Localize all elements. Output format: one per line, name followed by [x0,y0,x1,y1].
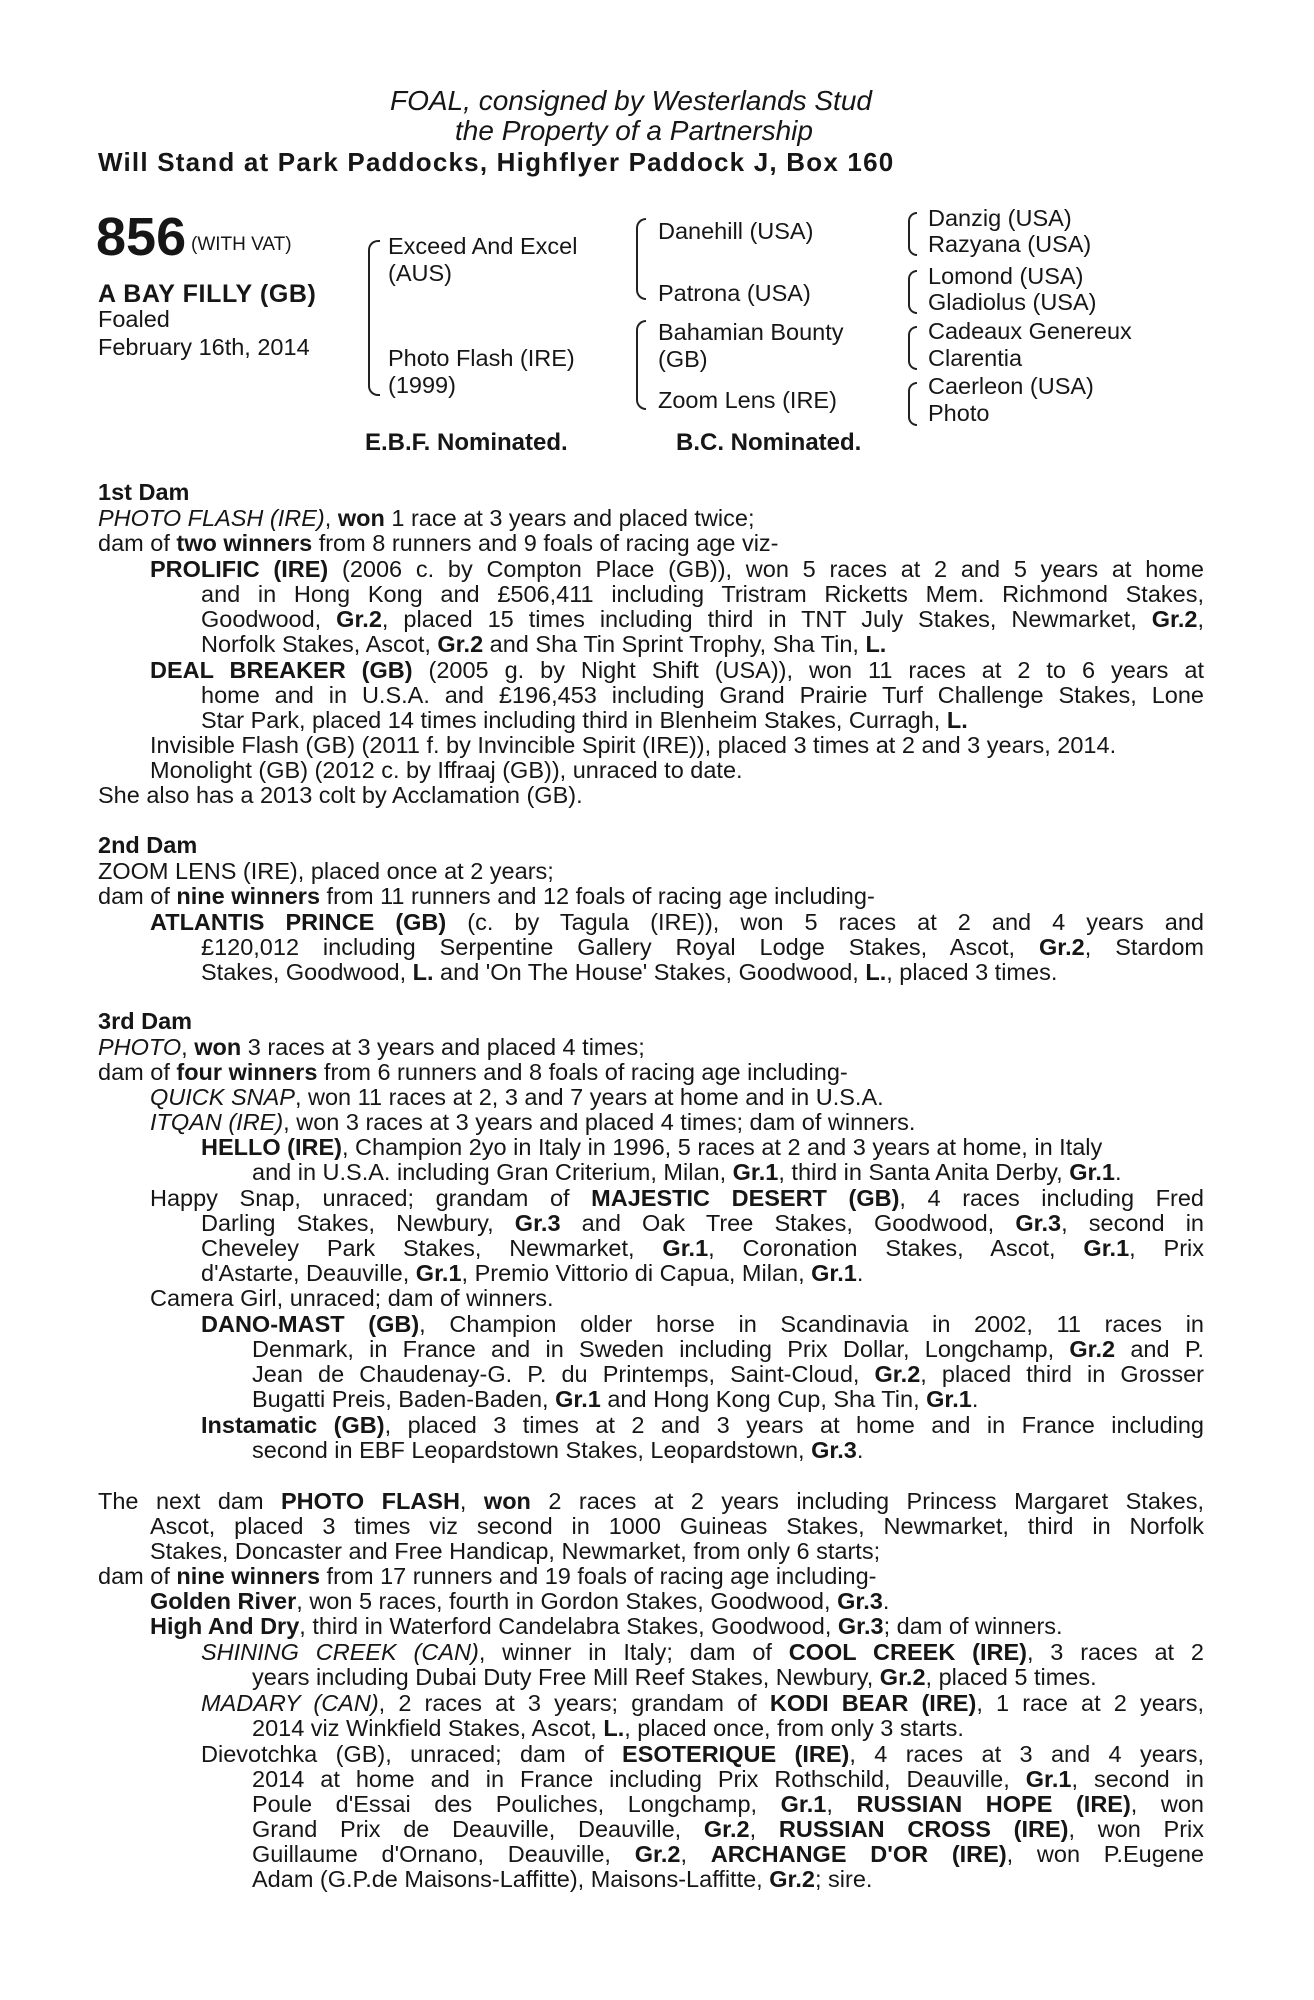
prolific-line-1: PROLIFIC (IRE) (2006 c. by Compton Place (GB)), won 5 races at 2 and 5 years at home [150,556,1204,582]
happy-snap-line-2: Darling Stakes, Newbury, Gr.3 and Oak Tree Stakes, Goodwood, Gr.3, second in [201,1210,1204,1236]
dam-dam-dam: Photo [928,400,990,426]
pedigree-brace-4 [908,212,917,256]
first-dam-line: PHOTO FLASH (IRE), won 1 race at 3 years and placed twice; [98,505,755,531]
dano-mast-line-1: DANO-MAST (GB), Champion older horse in Scandinavia in 2002, 11 races in [201,1311,1204,1337]
quick-snap: QUICK SNAP, won 11 races at 2, 3 and 7 years at home and in U.S.A. [150,1084,884,1110]
sire-dam: Patrona (USA) [658,280,811,306]
lot-number: 856 [96,207,187,267]
dam-sire-dam: Clarentia [928,345,1023,371]
golden-river: Golden River, won 5 races, fourth in Gordon Stakes, Goodwood, Gr.3. [150,1588,890,1614]
pedigree-brace-6 [908,326,917,370]
deal-breaker-line-1: DEAL BREAKER (GB) (2005 g. by Night Shift (USA)), won 11 races at 2 to 6 years at [150,657,1204,683]
hello-line-2: and in U.S.A. including Gran Criterium, Milan, Gr.1, third in Santa Anita Derby, Gr.1. [252,1159,1122,1185]
third-dam-summary: dam of four winners from 6 runners and 8 foals of racing age including- [98,1059,848,1085]
invisible-flash: Invisible Flash (GB) (2011 f. by Invincible Spirit (IRE)), placed 3 times at 2 and 3 years, 2014. [150,732,1117,758]
header-line-1: FOAL, consigned by Westerlands Stud [390,85,872,116]
dievotchka-line-5: Guillaume d'Ornano, Deauville, Gr.2, ARCHANGE D'OR (IRE), won P.Eugene [252,1841,1204,1867]
dano-mast-line-2: Denmark, in France and in Sweden including Prix Dollar, Longchamp, Gr.2 and P. [252,1336,1204,1362]
shining-creek-line-2: years including Dubai Duty Free Mill Reef Stakes, Newbury, Gr.2, placed 5 times. [252,1664,1097,1690]
dam-year: (1999) [388,372,456,398]
prolific-line-2: and in Hong Kong and £506,411 including Tristram Ricketts Mem. Richmond Stakes, [201,581,1204,607]
dievotchka-line-3: Poule d'Essai des Pouliches, Longchamp, Gr.1, RUSSIAN HOPE (IRE), won [252,1791,1205,1817]
sire-sire: Danehill (USA) [658,218,814,244]
dam-dam: Zoom Lens (IRE) [658,387,837,413]
dano-mast-line-3: Jean de Chaudenay-G. P. du Printemps, Saint-Cloud, Gr.2, placed third in Grosser [252,1361,1204,1387]
vat-label: (WITH VAT) [191,234,292,255]
sire-sire-sire: Danzig (USA) [928,205,1072,231]
dam-sire-sire: Cadeaux Genereux [928,318,1132,344]
pedigree-brace-3 [636,320,646,410]
madary-line-2: 2014 viz Winkfield Stakes, Ascot, L., placed once, from only 3 starts. [252,1715,964,1741]
bc-nominated: B.C. Nominated. [676,429,862,456]
next-dam-line-3: Stakes, Doncaster and Free Handicap, Newmarket, from only 6 starts; [150,1538,881,1564]
atlantis-line-1: ATLANTIS PRINCE (GB) (c. by Tagula (IRE)), won 5 races at 2 and 4 years and [150,909,1204,935]
pedigree-brace-7 [908,382,917,426]
dievotchka-line-4: Grand Prix de Deauville, Deauville, Gr.2, RUSSIAN CROSS (IRE), won Prix [252,1816,1205,1842]
third-dam-heading: 3rd Dam [98,1008,193,1034]
third-dam-line: PHOTO, won 3 races at 3 years and placed 4 times; [98,1034,645,1060]
foaled-label: Foaled [98,306,170,332]
monolight: Monolight (GB) (2012 c. by Iffraaj (GB)), unraced to date. [150,757,743,783]
ebf-nominated: E.B.F. Nominated. [365,429,568,456]
prolific-line-3: Goodwood, Gr.2, placed 15 times including third in TNT July Stakes, Newmarket, Gr.2, [201,606,1204,632]
dam-sire: Bahamian Bounty [658,319,844,345]
dievotchka-line-2: 2014 at home and in France including Prix Rothschild, Deauville, Gr.1, second in [252,1766,1204,1792]
high-and-dry: High And Dry, third in Waterford Candelabra Stakes, Goodwood, Gr.3; dam of winners. [150,1613,1063,1639]
itqan: ITQAN (IRE), won 3 races at 3 years and placed 4 times; dam of winners. [150,1109,916,1135]
atlantis-line-3: Stakes, Goodwood, L. and 'On The House' Stakes, Goodwood, L., placed 3 times. [201,959,1058,985]
sire-name: Exceed And Excel [388,233,578,259]
deal-breaker-line-2: home and in U.S.A. and £196,453 including Grand Prairie Turf Challenge Stakes, Lone [201,682,1204,708]
second-dam-heading: 2nd Dam [98,832,198,858]
madary-line-1: MADARY (CAN), 2 races at 3 years; grandam of KODI BEAR (IRE), 1 race at 2 years, [201,1690,1204,1716]
dam-name: Photo Flash (IRE) [388,345,575,371]
second-dam-line: ZOOM LENS (IRE), placed once at 2 years; [98,858,554,884]
hello-line-1: HELLO (IRE), Champion 2yo in Italy in 1996, 5 races at 2 and 3 years at home, in Italy [201,1134,1103,1160]
first-dam-heading: 1st Dam [98,479,190,505]
sire-origin: (AUS) [388,260,452,286]
pedigree-brace-1 [368,240,380,396]
instamatic-line-1: Instamatic (GB), placed 3 times at 2 and 3 years at home and in France including [201,1412,1205,1438]
second-dam-summary: dam of nine winners from 11 runners and 12 foals of racing age including- [98,883,875,909]
next-dam-line-2: Ascot, placed 3 times viz second in 1000 Guineas Stakes, Newmarket, third in Norfolk [150,1513,1204,1539]
instamatic-line-2: second in EBF Leopardstown Stakes, Leopardstown, Gr.3. [252,1437,864,1463]
dano-mast-line-4: Bugatti Preis, Baden-Baden, Gr.1 and Hong Kong Cup, Sha Tin, Gr.1. [252,1386,979,1412]
next-dam-line-1: The next dam PHOTO FLASH, won 2 races at 2 years including Princess Margaret Stakes, [98,1488,1204,1514]
pedigree-brace-5 [908,270,917,314]
camera-girl: Camera Girl, unraced; dam of winners. [150,1285,554,1311]
dam-sire-origin: (GB) [658,346,708,372]
sire-dam-dam: Gladiolus (USA) [928,289,1097,315]
foaled-date: February 16th, 2014 [98,334,310,360]
dam-dam-sire: Caerleon (USA) [928,373,1094,399]
dievotchka-line-1: Dievotchka (GB), unraced; dam of ESOTERIQUE (IRE), 4 races at 3 and 4 years, [201,1741,1204,1767]
prolific-line-4: Norfolk Stakes, Ascot, Gr.2 and Sha Tin Sprint Trophy, Sha Tin, L. [201,631,887,657]
happy-snap-line-4: d'Astarte, Deauville, Gr.1, Premio Vittorio di Capua, Milan, Gr.1. [201,1260,864,1286]
also-has: She also has a 2013 colt by Acclamation (GB). [98,782,583,808]
next-dam-summary: dam of nine winners from 17 runners and 19 foals of racing age including- [98,1563,877,1589]
header-line-3: Will Stand at Park Paddocks, Highflyer Paddock J, Box 160 [98,147,895,177]
atlantis-line-2: £120,012 including Serpentine Gallery Royal Lodge Stakes, Ascot, Gr.2, Stardom [201,934,1205,960]
lot-title: A BAY FILLY (GB) [98,280,317,308]
pedigree-brace-2 [636,218,646,300]
dievotchka-line-6: Adam (G.P.de Maisons-Laffitte), Maisons-Laffitte, Gr.2; sire. [252,1866,873,1892]
happy-snap-line-1: Happy Snap, unraced; grandam of MAJESTIC DESERT (GB), 4 races including Fred [150,1185,1204,1211]
header-line-2: the Property of a Partnership [455,115,813,146]
happy-snap-line-3: Cheveley Park Stakes, Newmarket, Gr.1, Coronation Stakes, Ascot, Gr.1, Prix [201,1235,1205,1261]
first-dam-summary: dam of two winners from 8 runners and 9 foals of racing age viz- [98,530,779,556]
sire-dam-sire: Lomond (USA) [928,263,1084,289]
sire-sire-dam: Razyana (USA) [928,231,1092,257]
deal-breaker-line-3: Star Park, placed 14 times including third in Blenheim Stakes, Curragh, L. [201,707,968,733]
shining-creek-line-1: SHINING CREEK (CAN), winner in Italy; dam of COOL CREEK (IRE), 3 races at 2 [201,1639,1204,1665]
